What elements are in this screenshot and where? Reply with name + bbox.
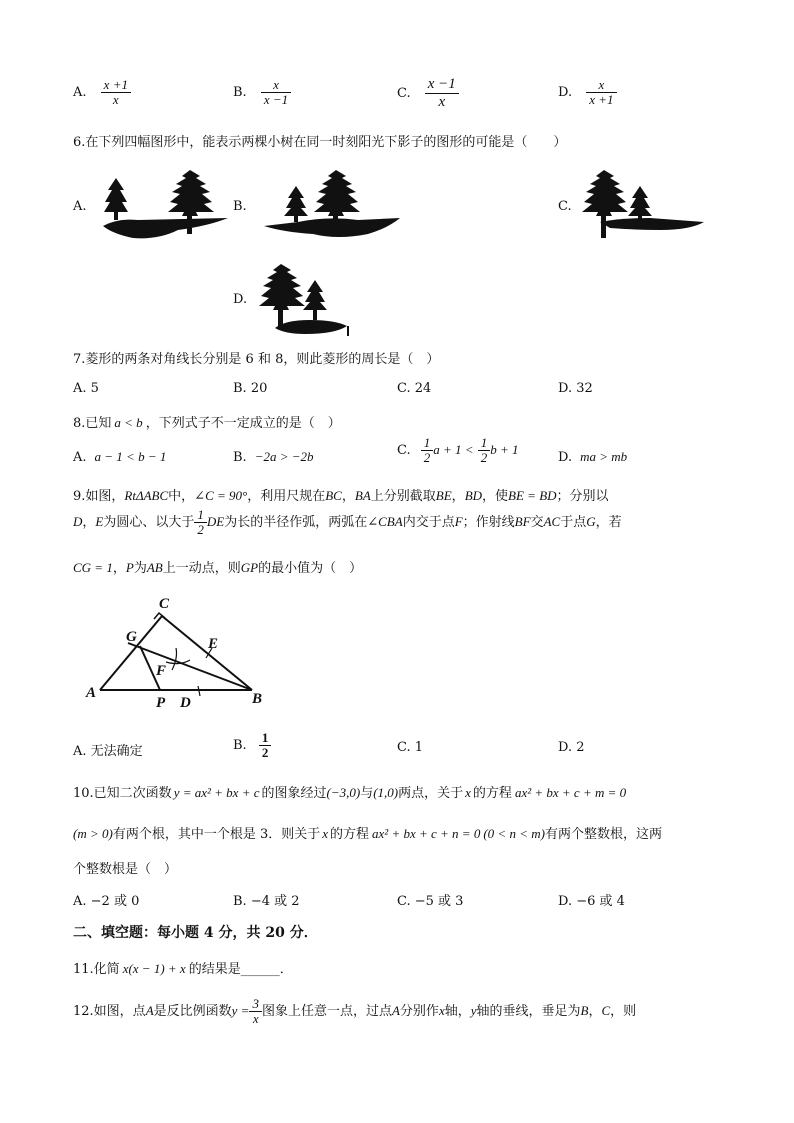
q6-option-c-image	[580, 168, 710, 248]
q5-option-c-label: C.	[397, 86, 411, 101]
q6-option-a-label[interactable]: A.	[73, 199, 87, 214]
q8-option-c[interactable]: C. $\frac{1}{2}$ a + 1 < $\frac{1}{2}$ b + 1	[397, 435, 519, 465]
q5-option-a[interactable]	[73, 78, 131, 107]
label-f: F	[156, 663, 167, 679]
q9-line-2: D，E为圆心、以大于 $\frac{1}{2}$ DE为长的半径作弧，两弧在∠CBA内交于点F；作射线BF交AC于点G，若	[73, 507, 622, 537]
q6-option-d-image	[255, 262, 355, 342]
q5-option-b-label: B.	[233, 85, 247, 100]
label-c: C	[159, 596, 170, 612]
q10-option-c[interactable]: C. −5 或 3	[397, 894, 464, 909]
q6-option-c-label[interactable]: C.	[558, 199, 572, 214]
q9-line-3: CG = 1，P为AB上一动点，则GP的最小值为（ ）	[73, 560, 363, 576]
q7-option-b[interactable]: B. 20	[233, 381, 268, 396]
label-a: A	[86, 685, 97, 701]
q5-option-b-fraction: $\frac{x}{x -1}$	[261, 78, 291, 107]
q6-stem: 6.在下列四幅图形中，能表示两棵小树在同一时刻阳光下影子的图形的可能是（ ）	[73, 135, 567, 150]
q5-option-a-fraction: $\frac{x +1}{x}$	[101, 78, 131, 107]
q5-option-a-label: A.	[73, 85, 87, 100]
q11-stem: 11.化简 x(x − 1) + x 的结果是______．	[73, 961, 293, 977]
q5-option-d[interactable]	[558, 78, 617, 107]
q8-option-a[interactable]: A. a − 1 < b − 1	[73, 449, 167, 465]
q8-condition: a < b	[114, 415, 143, 430]
q7-option-a[interactable]: A. 5	[73, 381, 99, 396]
q8-option-d[interactable]: D. ma > mb	[558, 449, 628, 465]
label-b: B	[252, 691, 263, 707]
label-p: P	[156, 695, 166, 711]
q5-option-c[interactable]	[397, 76, 459, 111]
q9-option-c[interactable]: C. 1	[397, 740, 424, 755]
q6-option-a-image	[98, 168, 228, 248]
section-2-heading: 二、填空题：每小题 4 分，共 20 分．	[73, 925, 318, 941]
q10-line-2: (m > 0)有两个根，其中一个根是 3．则关于 x 的方程 ax² + bx + c + n = 0 (0 < n < m)有两个整数根，这两	[73, 826, 662, 842]
q7-stem: 7.菱形的两条对角线长分别是 6 和 8，则此菱形的周长是（ ）	[73, 352, 440, 367]
q10-option-a[interactable]: A. −2 或 0	[73, 894, 140, 909]
q9-option-b[interactable]: B. $\frac{1}{2}$	[233, 731, 271, 760]
bisector-bf	[128, 643, 252, 690]
q12-stem: 12.如图，点A是反比例函数y = $\frac{3}{x}$ 图象上任意一点，过点A分别作x轴，y轴的垂线，垂足为B，C，则	[73, 996, 637, 1026]
q5-option-b[interactable]	[233, 78, 291, 107]
q10-option-b[interactable]: B. −4 或 2	[233, 894, 300, 909]
q10-option-d[interactable]: D. −6 或 4	[558, 894, 625, 909]
q5-option-d-label: D.	[558, 85, 573, 100]
q7-option-d[interactable]: D. 32	[558, 381, 593, 396]
q9-option-d[interactable]: D. 2	[558, 740, 585, 755]
edge-cb	[162, 616, 252, 690]
q8-stem: 8.已知 a < b ，下列式子不一定成立的是（ ）	[73, 415, 341, 431]
q6-option-d-label[interactable]: D.	[233, 292, 248, 307]
q7-option-c[interactable]: C. 24	[397, 381, 432, 396]
label-e: E	[208, 636, 219, 652]
q5-option-d-fraction: $\frac{x}{x +1}$	[586, 78, 616, 107]
q6-option-b-label[interactable]: B.	[233, 199, 247, 214]
q9-figure	[80, 590, 280, 720]
q8-option-b[interactable]: B. −2a > −2b	[233, 449, 314, 465]
q9-option-a[interactable]: A. 无法确定	[73, 744, 143, 759]
q9-line-1: 9.如图，RtΔABC中，∠C = 90°，利用尺规在BC，BA上分别截取BE，BD，使BE = BD；分别以	[73, 488, 609, 504]
q6-option-b-image	[258, 168, 408, 248]
q5-option-c-fraction: $\frac{x -1}{x}$	[425, 76, 459, 111]
label-g: G	[126, 629, 137, 645]
q10-line-1: 10.已知二次函数 y = ax² + bx + c 的图象经过(−3,0)与(1,0)两点，关于 x 的方程 ax² + bx + c + m = 0	[73, 785, 627, 801]
label-d: D	[180, 695, 191, 711]
q10-line-3: 个整数根是（ ）	[73, 862, 178, 877]
